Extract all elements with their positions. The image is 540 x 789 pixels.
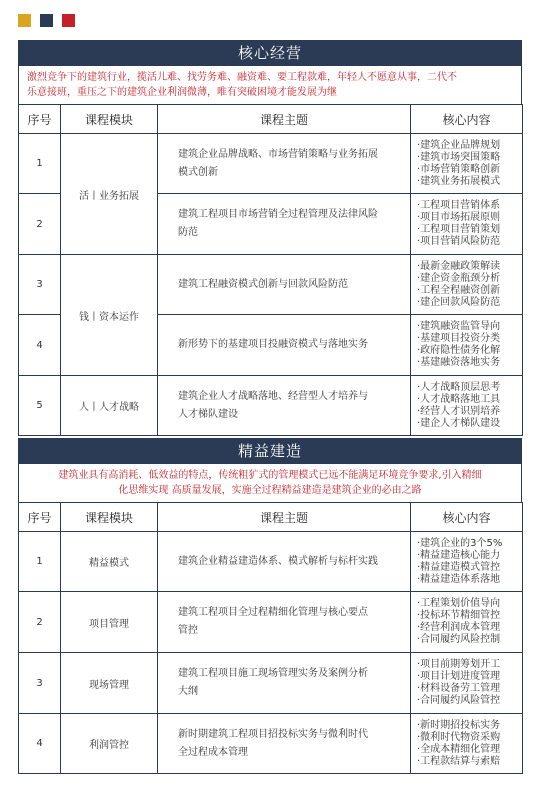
row-num: 3 — [19, 255, 61, 315]
table-header-row — [19, 503, 523, 532]
intro-line: 化思维实现 高质量发展，实施全过程精益建造是建筑企业的必由之路 — [118, 485, 422, 496]
brand-square-gold — [18, 14, 31, 27]
core-item: ·精益建造核心能力 — [417, 549, 501, 561]
row-num: 2 — [19, 194, 61, 255]
row-topic — [158, 315, 411, 376]
topic-line: 模式创新 — [178, 166, 218, 178]
header-core: 核心内容 — [411, 503, 523, 532]
row-topic — [158, 376, 411, 436]
table-row — [19, 653, 523, 714]
core-item: ·人才战略落地工具 — [417, 393, 501, 405]
core-item: ·市场营销策略创新 — [417, 163, 501, 175]
section-title: 精益建造 — [18, 438, 522, 464]
header-topic: 课程主题 — [158, 503, 411, 532]
core-item: ·建筑业务拓展模式 — [417, 175, 501, 187]
intro-line: 乐意接班，重压之下的建筑企业利润微薄，唯有突破困境才能发展为继 — [27, 87, 337, 98]
row-topic — [158, 194, 411, 255]
row-module: 利润管控 — [61, 714, 158, 774]
core-item: ·建企资金瓶颈分析 — [417, 272, 501, 284]
brand-square-red — [62, 14, 75, 27]
core-item: ·人才战略顶层思考 — [417, 381, 501, 393]
intro-line: 激烈竞争下的建筑行业，揽活儿难、找劳务难、融资难、要工程款难，年轻人不愿意从事，二代不 — [27, 72, 457, 83]
core-item: ·材料设备劳工管理 — [417, 683, 501, 694]
row-num: 5 — [19, 376, 61, 436]
core-item: ·建筑市场突围策略 — [417, 151, 501, 163]
row-topic — [158, 653, 411, 714]
topic-line: 建筑工程项目市场营销全过程管理及法律风险 — [178, 209, 378, 220]
row-module: 现场管理 — [61, 653, 158, 714]
core-item: ·全成本精细化管理 — [417, 743, 501, 755]
core-item: ·新时期招投标实务 — [417, 719, 501, 731]
core-item: ·项目营销风险防范 — [417, 236, 501, 247]
core-item: ·建企回款风险防范 — [417, 296, 501, 308]
row-num: 2 — [19, 592, 61, 653]
row-topic — [158, 714, 411, 774]
core-item: ·基建项目投资分类 — [417, 333, 501, 344]
row-num: 4 — [19, 714, 61, 774]
topic-line: 新时期建筑工程项目招投标实务与微利时代 — [178, 728, 368, 740]
topic-line: 建筑企业精益建造体系、模式解析与标杆实践 — [178, 555, 378, 567]
core-item: ·项目前期筹划开工 — [417, 659, 501, 670]
header-num: 序号 — [19, 105, 61, 134]
core-item: ·工程项目营销体系 — [417, 200, 501, 211]
core-item: ·精益建造模式管控 — [417, 561, 501, 573]
core-item: ·经营利润成本管理 — [417, 622, 501, 633]
row-topic — [158, 255, 411, 315]
core-item: ·工程项目营销策划 — [417, 224, 501, 235]
section-lean-construction — [18, 438, 522, 774]
table-row — [19, 255, 523, 315]
section-intro — [18, 66, 522, 104]
core-item: ·项目计划进度管理 — [417, 671, 501, 682]
course-table — [18, 502, 523, 774]
section-title: 核心经营 — [18, 40, 522, 66]
row-core — [411, 592, 523, 653]
row-core — [411, 714, 523, 774]
row-core — [411, 315, 523, 376]
core-item: ·经营人才识别培养 — [417, 405, 501, 417]
topic-line: 管控 — [178, 625, 198, 636]
table-header-row — [19, 105, 523, 134]
row-core — [411, 653, 523, 714]
table-row — [19, 532, 523, 592]
section-core-operations — [18, 40, 522, 436]
core-item: ·微利时代物资采购 — [417, 731, 501, 743]
core-item: ·工程全程融资创新 — [417, 284, 501, 296]
core-item: ·建筑融资监管导向 — [417, 321, 501, 332]
core-item: ·建筑企业的3个5% — [417, 537, 503, 549]
row-module: 钱丨资本运作 — [61, 255, 158, 376]
header-module: 课程模块 — [61, 503, 158, 532]
row-num: 1 — [19, 532, 61, 592]
row-num: 1 — [19, 134, 61, 194]
core-item: ·工程策划价值导向 — [417, 598, 501, 609]
topic-line: 建筑工程项目全过程精细化管理与核心要点 — [178, 607, 368, 618]
topic-line: 建筑企业人才战略落地、经营型人才培养与 — [178, 390, 368, 402]
topic-line: 建筑工程项目施工现场管理实务及案例分析 — [178, 668, 368, 679]
header-module: 课程模块 — [61, 105, 158, 134]
brand-squares — [18, 14, 75, 27]
core-item: ·基建融资落地实务 — [417, 357, 501, 368]
row-topic — [158, 592, 411, 653]
row-module: 精益模式 — [61, 532, 158, 592]
topic-line: 人才梯队建设 — [178, 408, 238, 420]
topic-line: 防范 — [178, 227, 198, 238]
course-table — [18, 104, 523, 436]
core-item: ·建企人才梯队建设 — [417, 417, 501, 429]
topic-line: 大纲 — [178, 686, 198, 697]
row-core — [411, 532, 523, 592]
header-core: 核心内容 — [411, 105, 523, 134]
core-item: ·工程款结算与索赔 — [417, 755, 501, 767]
row-module: 项目管理 — [61, 592, 158, 653]
core-item: ·建筑企业品牌规划 — [417, 139, 501, 151]
core-item: ·投标环节精细管控 — [417, 610, 501, 621]
table-row — [19, 592, 523, 653]
core-item: ·政府隐性债务化解 — [417, 345, 501, 356]
brand-square-navy — [40, 14, 53, 27]
row-module: 人丨人才战略 — [61, 376, 158, 436]
row-topic — [158, 532, 411, 592]
row-core — [411, 376, 523, 436]
row-module: 活丨业务拓展 — [61, 134, 158, 255]
topic-line: 建筑企业品牌战略、市场营销策略与业务拓展 — [178, 148, 378, 160]
core-item: ·合同履约风险控制 — [417, 634, 501, 645]
intro-line: 建筑业具有高消耗、低效益的特点，传统粗犷式的管理模式已远不能满足环境竞争要求,引入精细 — [58, 470, 482, 481]
row-core — [411, 134, 523, 194]
row-num: 4 — [19, 315, 61, 376]
core-item: ·精益建造体系落地 — [417, 573, 501, 585]
header-topic: 课程主题 — [158, 105, 411, 134]
table-row — [19, 714, 523, 774]
row-num: 3 — [19, 653, 61, 714]
topic-line: 全过程成本管理 — [178, 746, 248, 758]
core-item: ·合同履约风险管控 — [417, 695, 501, 706]
table-row — [19, 134, 523, 194]
topic-line: 建筑工程融资模式创新与回款风险防范 — [178, 278, 348, 290]
core-item: ·最新金融政策解读 — [417, 260, 501, 272]
table-row — [19, 376, 523, 436]
header-num: 序号 — [19, 503, 61, 532]
row-core — [411, 255, 523, 315]
row-core — [411, 194, 523, 255]
section-intro — [18, 464, 522, 502]
core-item: ·项目市场拓展原则 — [417, 212, 501, 223]
row-topic — [158, 134, 411, 194]
topic-line: 新形势下的基建项目投融资模式与落地实务 — [178, 339, 368, 350]
